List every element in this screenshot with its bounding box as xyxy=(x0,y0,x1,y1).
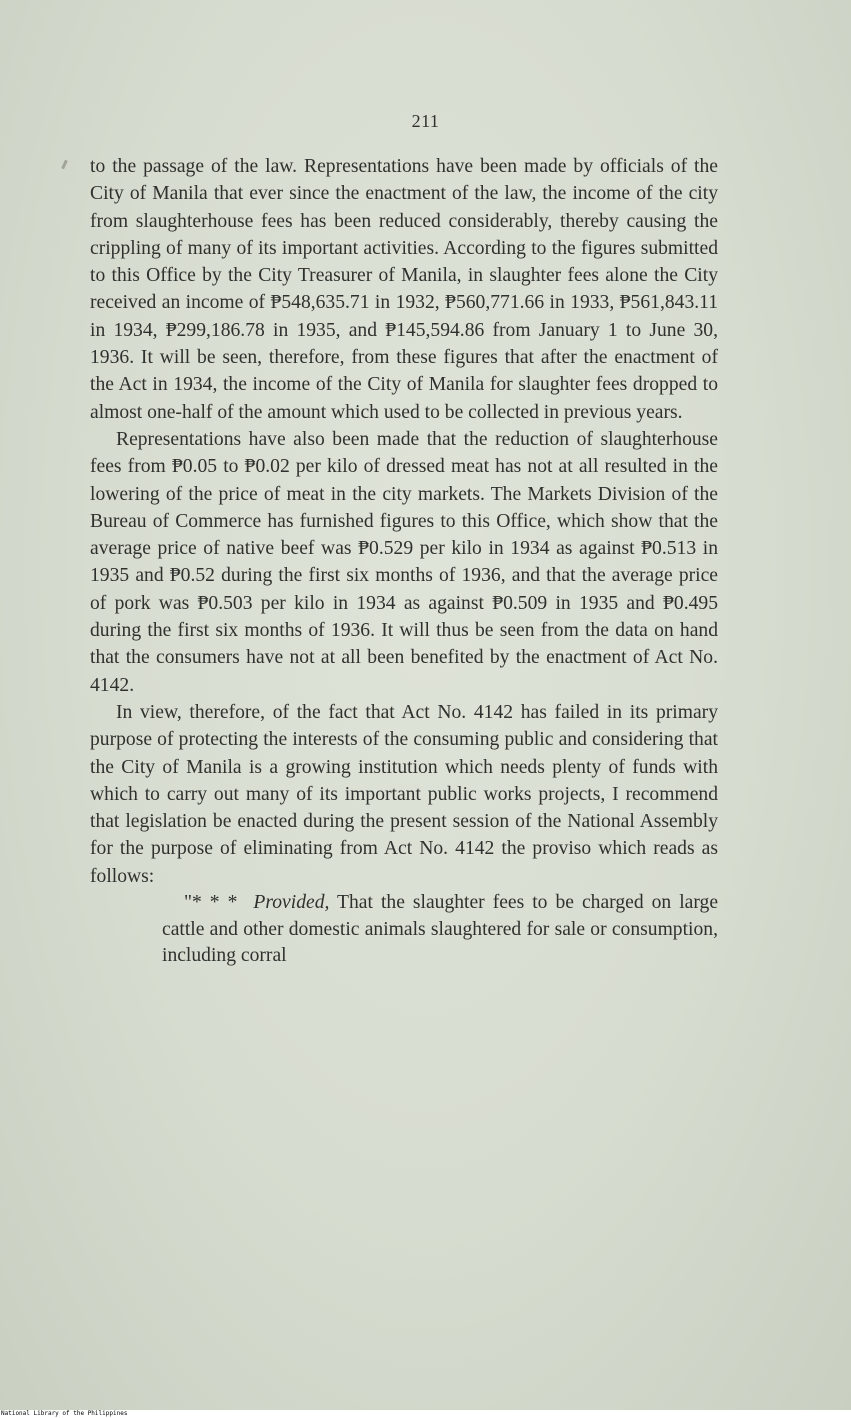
page-number: 211 xyxy=(411,111,440,131)
ink-speck xyxy=(61,160,68,169)
paragraph-recommendation: In view, therefore, of the fact that Act No. 4142 has failed in its primary purpose of protecting the interests of the consuming public and considering that the City of Manila is a growing institution which needs plenty of funds with which to carry out many of its important public works projects, I recommend that legislation be enacted during the present session of the National Assembly for the purpose of eliminating from Act No. 4142 the proviso which reads as follows: xyxy=(90,701,718,887)
paragraph-meat-prices: Representations have also been made that the reduction of slaughterhouse fees from ₱0.05 to ₱0.02 per kilo of dressed meat has not at all resulted in the lowering of the price of meat in the city markets. The Markets Division of the Bureau of Commerce has furnished figures to this Office, which show that the average price of native beef was ₱0.529 per kilo in 1934 as against ₱0.513 in 1935 and ₱0.52 during the first six months of 1936, and that the average price of pork was ₱0.503 per kilo in 1934 as against ₱0.509 in 1935 and ₱0.495 during the first six months of 1936. It will thus be seen from the data on hand that the consumers have not at all been benefited by the enactment of Act No. 4142. xyxy=(90,428,718,696)
body-text xyxy=(90,153,718,970)
quoted-proviso xyxy=(162,890,718,970)
quote-lead: "* * * xyxy=(184,892,238,914)
footer-strip xyxy=(0,1410,851,1418)
library-credit: National Library of the Philippines xyxy=(1,1410,128,1417)
quote-rest: That the slaughter fees to be charged on large cattle and other domestic animals slaughtered for sale or consumption, including corral xyxy=(162,892,719,967)
paragraph-continuation: to the passage of the law. Representations have been made by officials of the City of Manila that ever since the enactment of the law, the income of the city from slaughterhouse fees has been reduced considerably, thereby causing the crippling of many of its important activities. According to the figures submitted to this Office by the City Treasurer of Manila, in slaughter fees alone the City received an income of ₱548,635.71 in 1932, ₱560,771.66 in 1933, ₱561,843.11 in 1934, ₱299,186.78 in 1935, and ₱145,594.86 from January 1 to June 30, 1936. It will be seen, therefore, from these figures that after the enactment of the Act in 1934, the income of the City of Manila for slaughter fees dropped to almost one-half of the amount which used to be collected in previous years. xyxy=(90,156,718,423)
quote-emphasis: Provided, xyxy=(253,892,330,914)
